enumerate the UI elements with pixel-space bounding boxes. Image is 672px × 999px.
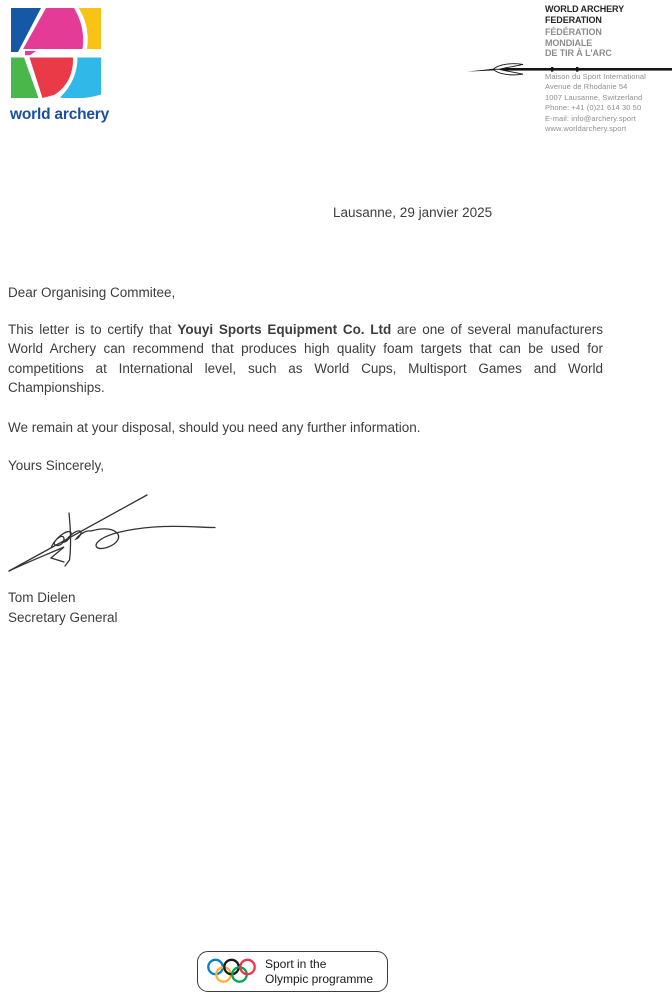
world-archery-logo-icon: [11, 8, 101, 98]
certify-suffix: are one of several manufacturers World Archery can recommend that produces high quality foam targets that can be used for competitions at International level, such as World Cups, Multisport Games and World Championships.: [8, 322, 603, 395]
address-line: 1007 Lausanne, Switzerland: [545, 92, 643, 102]
world-archery-logo: [11, 8, 121, 124]
address-line: www.worldarchery.sport: [545, 124, 627, 134]
olympic-rings-icon: [206, 957, 258, 986]
closing: Yours Sincerely,: [8, 458, 105, 473]
salutation: Dear Organising Commitee,: [8, 285, 176, 300]
org-name-fr-line: MONDIALE: [545, 37, 593, 48]
org-name-line: WORLD ARCHERY: [545, 4, 625, 14]
signature: [6, 486, 224, 580]
signature-block: [8, 588, 118, 627]
dateline: Lausanne, 29 janvier 2025: [333, 205, 493, 220]
org-name-line: FEDERATION: [545, 14, 602, 25]
disposal-paragraph: We remain at your disposal, should you need any further information.: [8, 420, 421, 435]
certify-prefix: This letter is to certify that: [8, 322, 178, 337]
certification-paragraph: [8, 320, 603, 397]
address-line: Avenue de Rhodanie 54: [545, 82, 628, 92]
olympic-programme-badge: [197, 951, 388, 992]
org-name-fr: [545, 27, 612, 59]
org-name-fr-line: FÉDÉRATION: [545, 27, 602, 37]
address-line: Maison du Sport International: [545, 72, 646, 81]
badge-text-line: Sport in the: [265, 957, 327, 971]
org-name-fr-line: DE TIR À L'ARC: [545, 48, 612, 58]
org-address: [545, 72, 646, 134]
world-archery-wordmark: world archery: [10, 106, 110, 123]
address-line: Phone: +41 (0)21 614 30 50: [545, 103, 642, 113]
address-line: E-mail: info@archery.sport: [545, 113, 636, 123]
signer-name: Tom Dielen: [8, 590, 76, 605]
signer-title: Secretary General: [8, 609, 118, 625]
org-name-en: [545, 4, 624, 25]
badge-text: [265, 957, 373, 986]
company-name: Youyi Sports Equipment Co. Ltd: [177, 322, 392, 337]
badge-text-line: Olympic programme: [265, 971, 374, 986]
